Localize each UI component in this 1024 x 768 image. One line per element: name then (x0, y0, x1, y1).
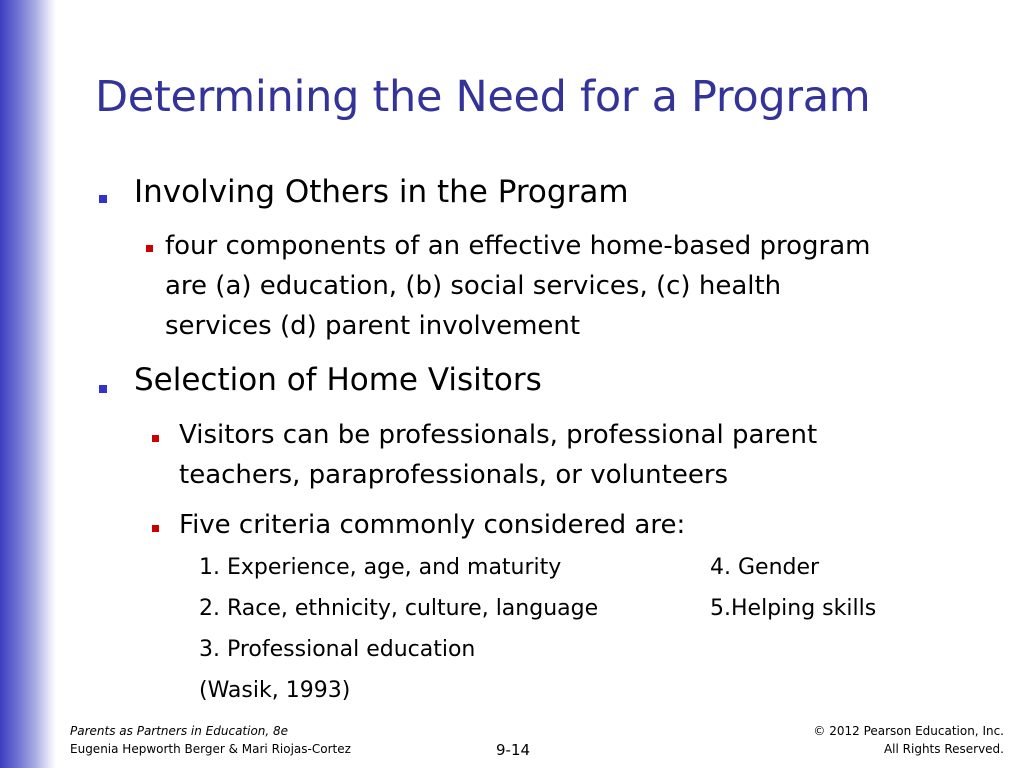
bullet-marker-icon (99, 195, 107, 203)
decorative-side-band (0, 0, 56, 768)
sub-bullet-components-line1: four components of an effective home-based program (165, 231, 871, 261)
sub-bullet-marker-icon (146, 245, 153, 252)
sub-bullet-marker-icon (152, 435, 159, 442)
criterion-5: 5.Helping skills (710, 596, 877, 621)
criterion-1: 1. Experience, age, and maturity (199, 555, 562, 580)
bullet-marker-icon (99, 385, 107, 393)
sub-bullet-five-criteria: Five criteria commonly considered are: (179, 510, 686, 540)
criterion-2: 2. Race, ethnicity, culture, language (199, 596, 599, 621)
footer-copyright (813, 722, 1004, 758)
footer-book-title: Parents as Partners in Education, 8e (70, 724, 289, 738)
sub-bullet-marker-icon (152, 525, 159, 532)
sub-bullet-visitors-line1: Visitors can be professionals, professional parent (179, 420, 818, 450)
copyright-text: © 2012 Pearson Education, Inc. (813, 724, 1004, 738)
citation: (Wasik, 1993) (199, 678, 351, 703)
bullet-involving-others: Involving Others in the Program (134, 174, 629, 210)
bullet-selection-home-visitors: Selection of Home Visitors (134, 362, 542, 398)
footer-book-info (70, 722, 351, 758)
footer-authors: Eugenia Hepworth Berger & Mari Riojas-Cortez (70, 742, 351, 756)
sub-bullet-components-line3: services (d) parent involvement (165, 311, 581, 341)
rights-text: All Rights Reserved. (883, 742, 1004, 756)
criterion-3: 3. Professional education (199, 637, 476, 662)
sub-bullet-visitors-line2: teachers, paraprofessionals, or volunteers (179, 460, 729, 490)
slide-title: Determining the Need for a Program (95, 72, 871, 122)
sub-bullet-components-line2: are (a) education, (b) social services, (c) health (165, 271, 782, 301)
criterion-4: 4. Gender (710, 555, 820, 580)
page-number: 9-14 (496, 741, 531, 759)
